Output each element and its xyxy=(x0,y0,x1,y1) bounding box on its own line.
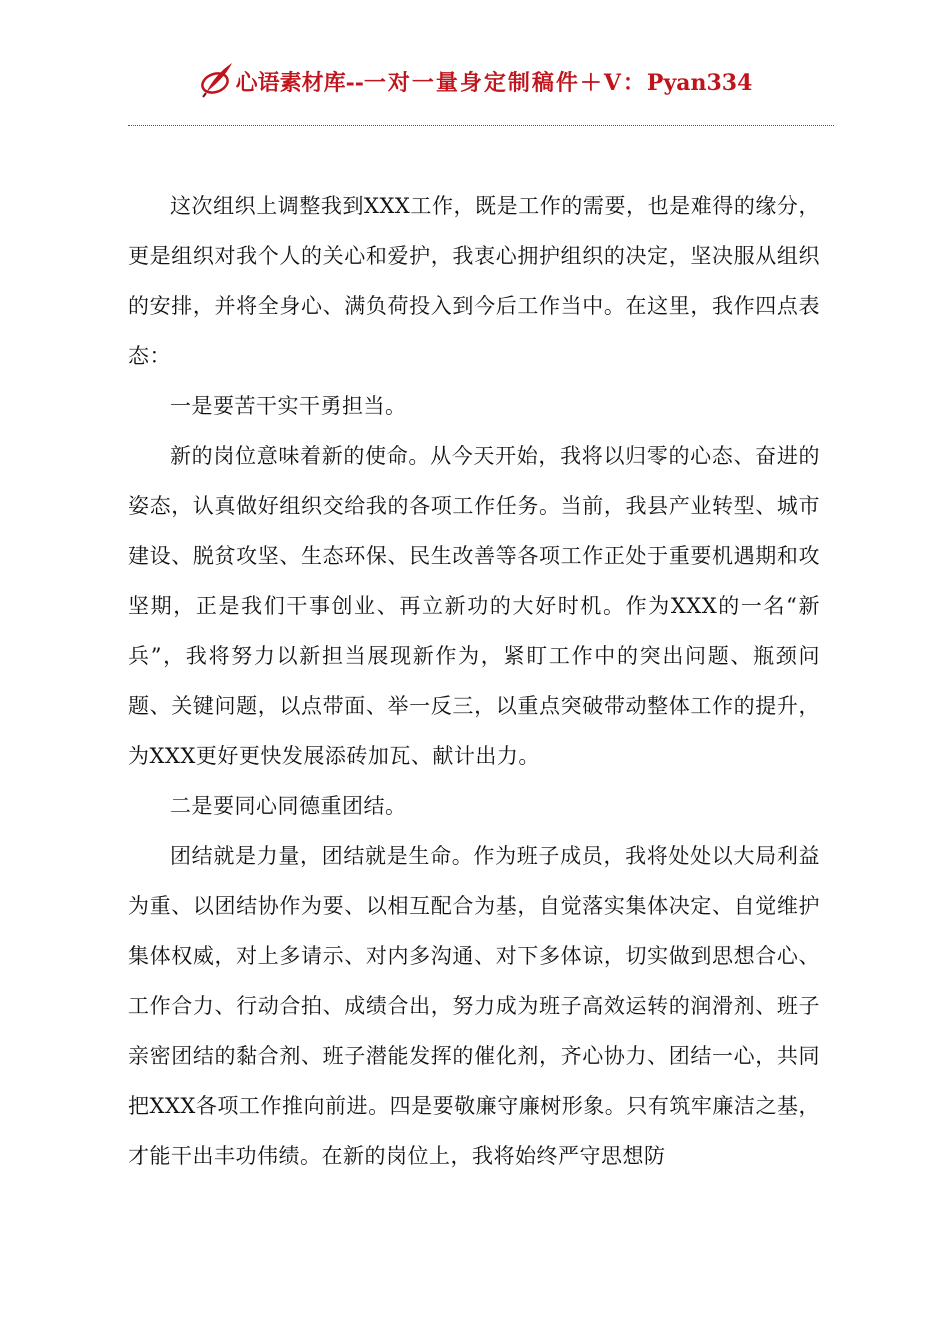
document-body xyxy=(128,181,820,1181)
page-header xyxy=(0,58,950,104)
header-separator: -- xyxy=(345,69,364,96)
quill-pen-logo-icon xyxy=(198,59,236,99)
header-brand: 心语素材库 xyxy=(235,69,346,96)
header-slogan: 一对一量身定制稿件＋V： xyxy=(363,69,647,96)
paragraph-section-2: 团结就是力量，团结就是生命。作为班子成员，我将处处以大局利益为重、以团结协作为要、以相互配合为基，自觉落实集体决定、自觉维护集体权威，对上多请示、对内多沟通、对下多体谅，切实做到思想合心、工作合力、行动合拍、成绩合出，努力成为班子高效运转的润滑剂、班子亲密团结的黏合剂、班子潜能发挥的催化剂，齐心协力、团结一心，共同把XXX各项工作推向前进。四是要敬廉守廉树形象。只有筑牢廉洁之基，才能干出丰功伟绩。在新的岗位上，我将始终严守思想防 xyxy=(128,844,820,1168)
header-title xyxy=(236,66,753,97)
section-heading-1: 一是要苦干实干勇担当。 xyxy=(170,394,407,418)
paragraph-section-1: 新的岗位意味着新的使命。从今天开始，我将以归零的心态、奋进的姿态，认真做好组织交给我的各项工作任务。当前，我县产业转型、城市建设、脱贫攻坚、生态环保、民生改善等各项工作正处于重要机遇期和攻坚期，正是我们干事创业、再立新功的大好时机。作为XXX的一名“新兵”，我将努力以新担当展现新作为，紧盯工作中的突出问题、瓶颈问题、关键问题，以点带面、举一反三，以重点突破带动整体工作的提升，为XXX更好更快发展添砖加瓦、献计出力。 xyxy=(128,444,820,768)
paragraph-intro: 这次组织上调整我到XXX工作，既是工作的需要，也是难得的缘分，更是组织对我个人的关心和爱护，我衷心拥护组织的决定，坚决服从组织的安排，并将全身心、满负荷投入到今后工作当中。在这里，我作四点表态： xyxy=(128,194,820,368)
header-contact: Pyan334 xyxy=(646,69,753,96)
header-divider xyxy=(128,125,834,126)
section-heading-2: 二是要同心同德重团结。 xyxy=(170,794,407,818)
